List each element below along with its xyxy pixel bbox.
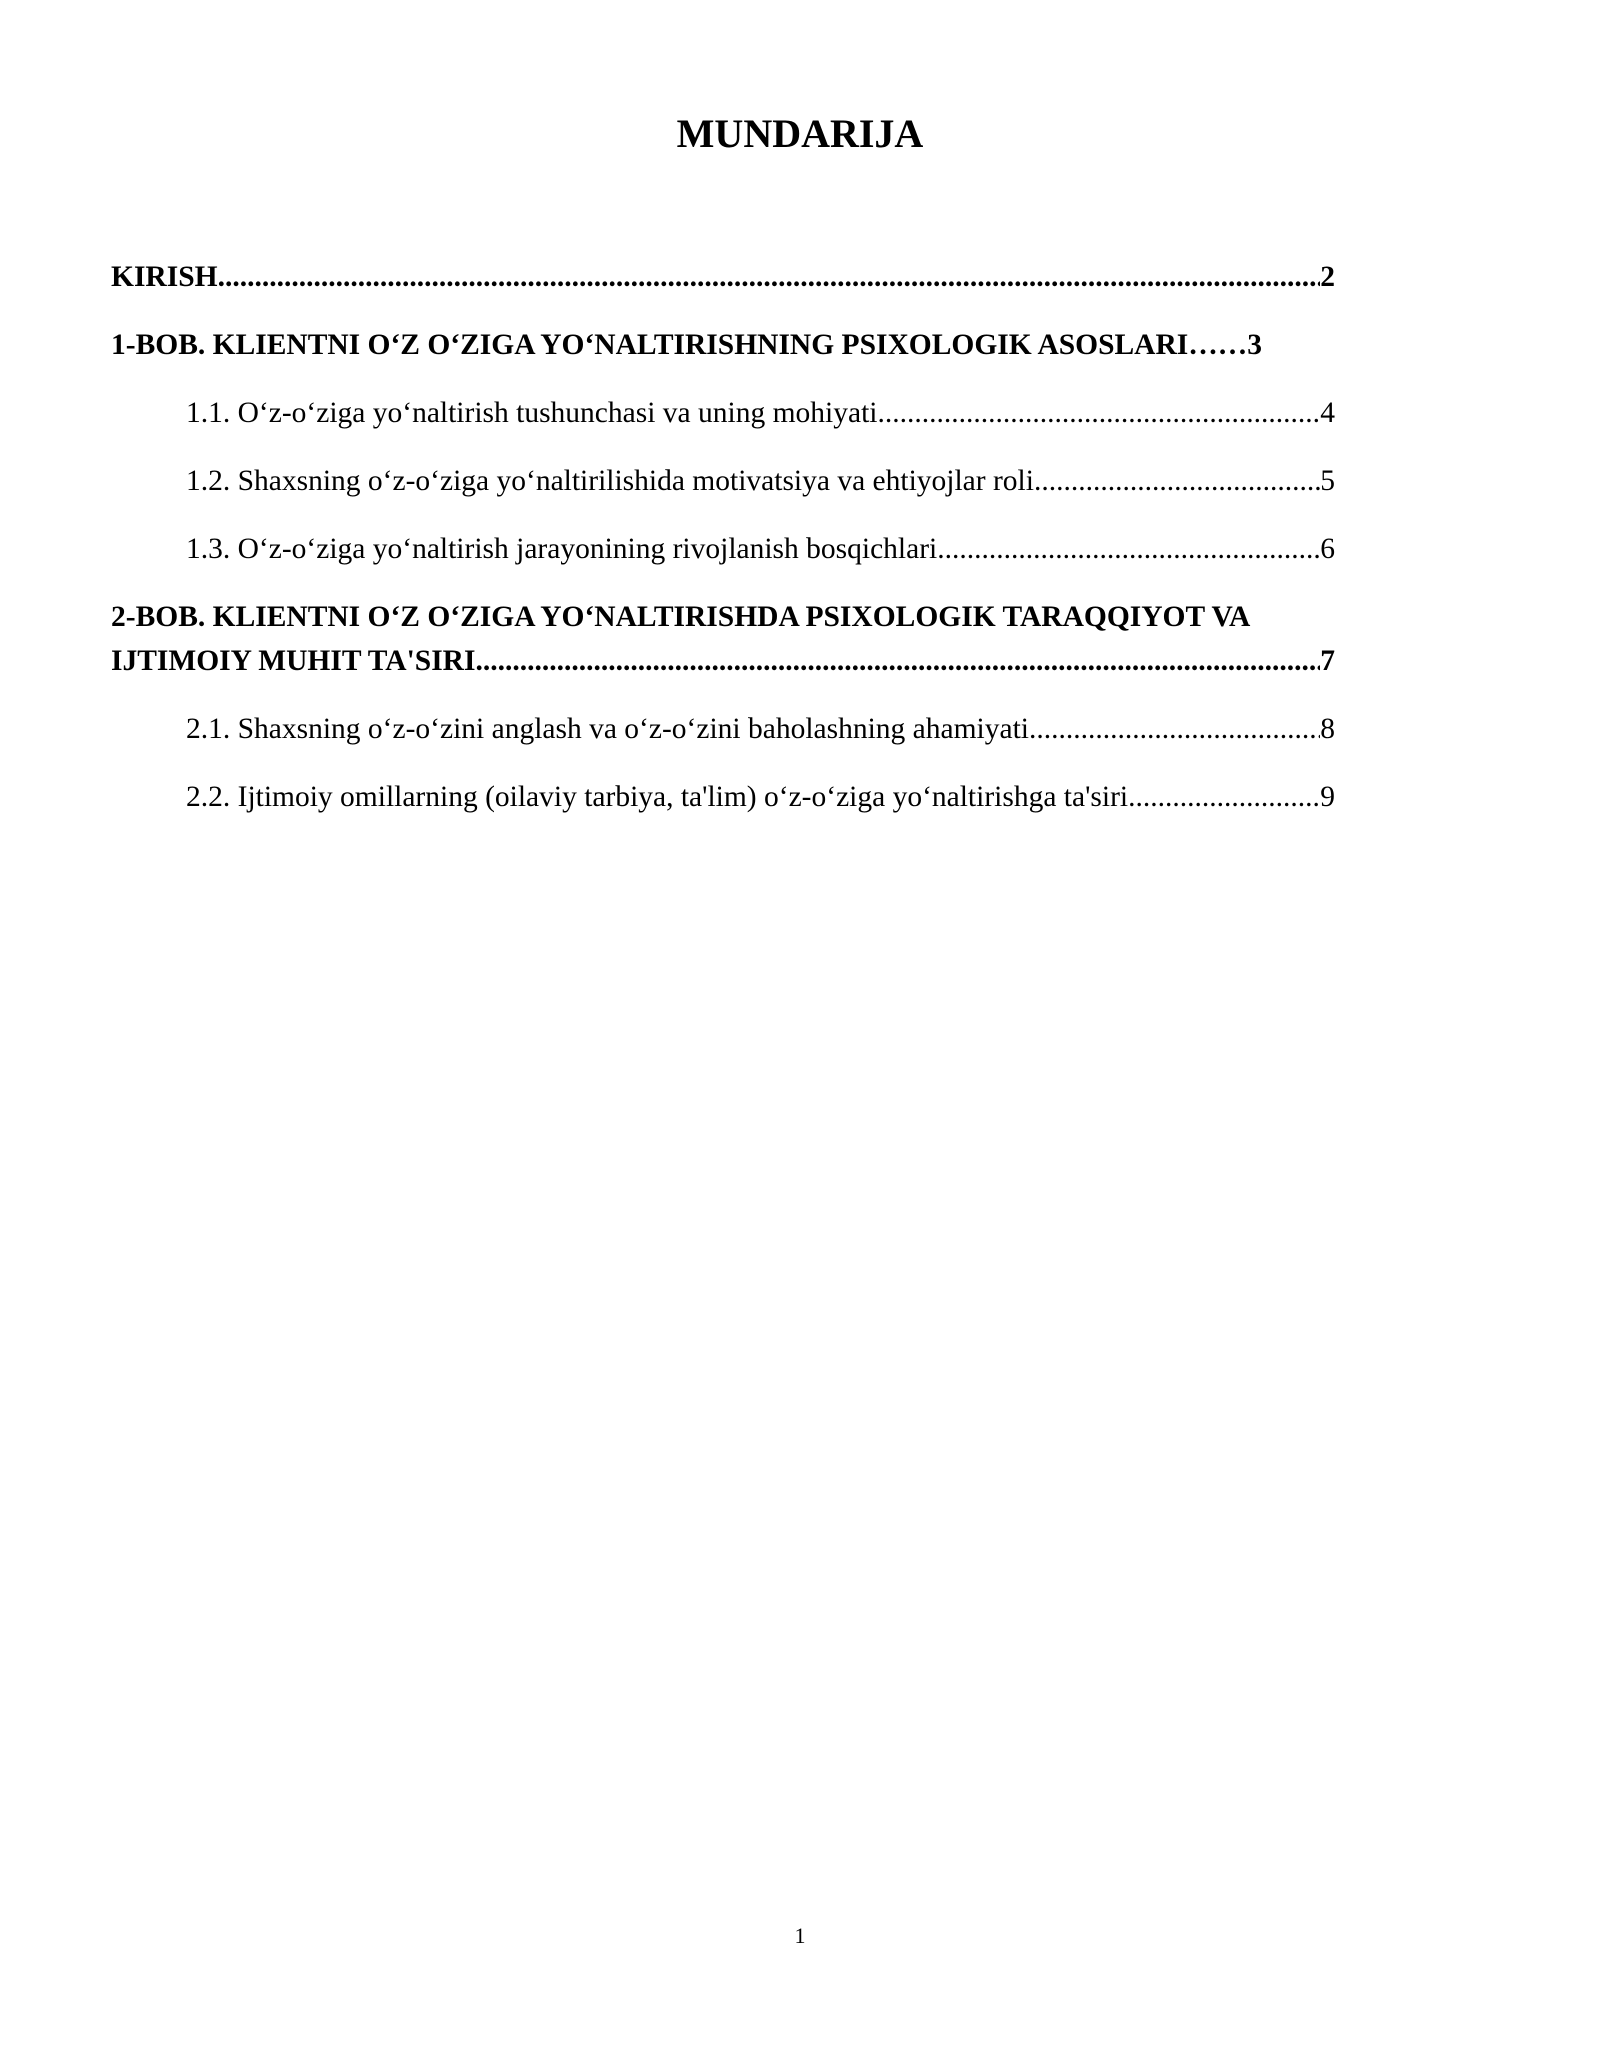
toc-entry-page: 8	[1320, 713, 1335, 745]
toc-entry-kirish[interactable]	[111, 255, 1335, 299]
toc-entry-page: 6	[1320, 533, 1335, 565]
toc-entry-label: 2.2. Ijtimoiy omillarning (oilaviy tarbiya, ta'lim) o‘z-o‘ziga yo‘naltirishga ta'siri	[186, 781, 1129, 813]
page-number: 1	[794, 1923, 806, 1948]
page-title: MUNDARIJA	[676, 111, 924, 156]
toc-entry-page: 4	[1320, 397, 1335, 429]
table-of-contents	[111, 255, 1335, 819]
toc-entry-section-2-2[interactable]	[111, 775, 1335, 819]
toc-leader-dots	[218, 255, 1321, 299]
toc-leader-dots	[1029, 707, 1320, 751]
toc-entry-page: 2	[1320, 261, 1335, 293]
toc-entry-page: 3	[1247, 329, 1263, 361]
toc-leader-dots	[475, 639, 1320, 683]
toc-entry-chapter-1[interactable]	[111, 323, 1335, 367]
toc-leader-dots	[877, 391, 1320, 435]
toc-entry-label: KIRISH	[111, 261, 218, 293]
toc-entry-chapter-2[interactable]	[111, 595, 1335, 683]
toc-entry-label-line1: 2-BOB. KLIENTNI O‘Z O‘ZIGA YO‘NALTIRISHDA PSIXOLOGIK TARAQQIYOT VA	[111, 601, 1251, 633]
toc-entry-page: 9	[1320, 781, 1335, 813]
toc-entry-label: 1-BOB. KLIENTNI O‘Z O‘ZIGA YO‘NALTIRISHNING PSIXOLOGIK ASOSLARI	[111, 329, 1189, 361]
toc-entry-label-line2: IJTIMOIY MUHIT TA'SIRI	[111, 645, 476, 677]
toc-entry-label: 1.3. O‘z-o‘ziga yo‘naltirish jarayonining rivojlanish bosqichlari	[186, 533, 938, 565]
toc-entry-section-2-1[interactable]	[111, 707, 1335, 751]
toc-leader-dots	[937, 527, 1320, 571]
toc-entry-section-1-2[interactable]	[111, 459, 1335, 503]
toc-leader-dots	[1034, 459, 1320, 503]
toc-leader-ellipsis: ……	[1188, 329, 1248, 361]
toc-leader-dots	[1128, 775, 1320, 819]
toc-entry-section-1-1[interactable]	[111, 391, 1335, 435]
toc-entry-section-1-3[interactable]	[111, 527, 1335, 571]
toc-entry-label: 1.2. Shaxsning o‘z-o‘ziga yo‘naltirilishida motivatsiya va ehtiyojlar roli	[186, 465, 1034, 497]
toc-entry-label: 2.1. Shaxsning o‘z-o‘zini anglash va o‘z-o‘zini baholashning ahamiyati	[186, 713, 1029, 745]
toc-entry-page: 7	[1320, 645, 1335, 677]
toc-entry-page: 5	[1320, 465, 1335, 497]
toc-entry-label: 1.1. O‘z-o‘ziga yo‘naltirish tushunchasi va uning mohiyati	[186, 397, 878, 429]
